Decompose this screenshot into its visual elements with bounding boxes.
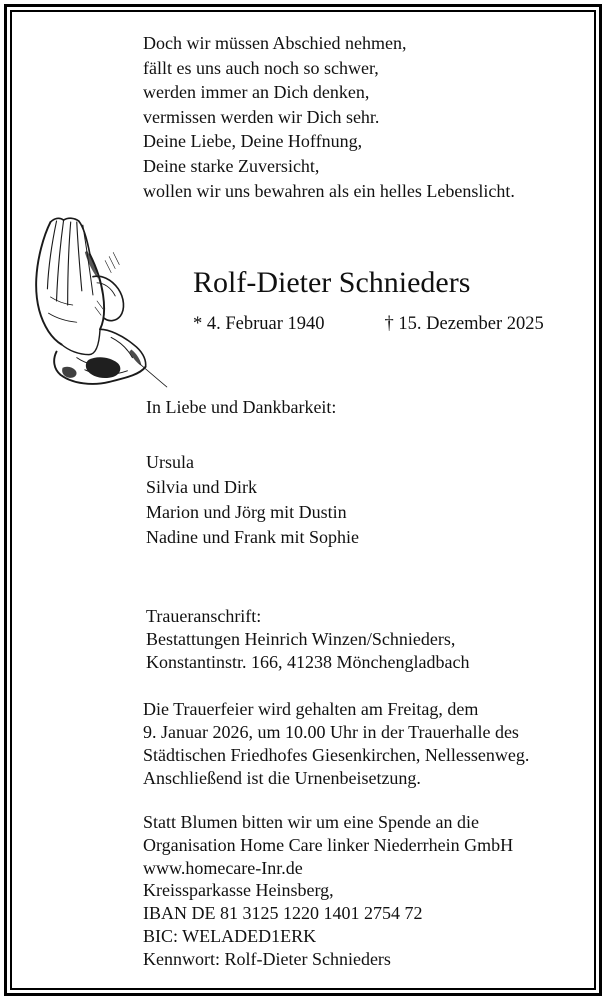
poem-line: vermissen werden wir Dich sehr.: [143, 106, 380, 127]
service-line: Städtischen Friedhofes Giesenkirchen, Nellessenweg.: [143, 745, 530, 765]
service-line: Die Trauerfeier wird gehalten am Freitag, dem: [143, 699, 479, 719]
mourning-address-block: [146, 605, 469, 674]
mourners-list: [146, 450, 359, 550]
mourner-name: Nadine und Frank mit Sophie: [146, 527, 359, 547]
poem-line: werden immer an Dich denken,: [143, 82, 370, 103]
poem-line: Doch wir müssen Abschied nehmen,: [143, 33, 407, 53]
address-label: Traueranschrift:: [146, 606, 262, 626]
donation-line: BIC: WELADED1ERK: [143, 925, 317, 946]
donation-block: [143, 811, 513, 971]
praying-hands-icon: [26, 216, 168, 388]
donation-line: IBAN DE 81 3125 1220 1401 2754 72: [143, 903, 423, 924]
poem-line: Deine starke Zuversicht,: [143, 155, 320, 176]
donation-line: Kennwort: Rolf-Dieter Schnieders: [143, 948, 391, 969]
birth-date: * 4. Februar 1940: [193, 314, 325, 334]
donation-line: Statt Blumen bitten wir um eine Spende an die: [143, 812, 479, 832]
funeral-service-block: [143, 698, 529, 790]
tribute-intro: In Liebe und Dankbarkeit:: [146, 397, 337, 417]
poem-line: wollen wir uns bewahren als ein helles Lebenslicht.: [143, 180, 515, 201]
mourner-name: Silvia und Dirk: [146, 477, 257, 497]
service-line: Anschließend ist die Urnenbeisetzung.: [143, 768, 421, 788]
donation-line: Organisation Home Care linker Niederrhein GmbH: [143, 834, 514, 855]
address-line: Konstantinstr. 166, 41238 Mönchengladbach: [146, 652, 470, 672]
address-line: Bestattungen Heinrich Winzen/Schnieders,: [146, 629, 456, 649]
mourner-name: Marion und Jörg mit Dustin: [146, 502, 347, 522]
poem-line: fällt es uns auch noch so schwer,: [143, 57, 379, 78]
death-date: † 15. Dezember 2025: [384, 314, 544, 334]
memorial-poem: [143, 31, 515, 203]
service-line: 9. Januar 2026, um 10.00 Uhr in der Trauerhalle des: [143, 722, 519, 742]
deceased-name: Rolf-Dieter Schnieders: [193, 266, 471, 299]
life-dates: [193, 312, 544, 336]
mourner-name: Ursula: [146, 452, 194, 472]
poem-line: Deine Liebe, Deine Hoffnung,: [143, 131, 363, 152]
donation-line: www.homecare-Inr.de: [143, 857, 303, 878]
donation-line: Kreissparkasse Heinsberg,: [143, 880, 334, 901]
